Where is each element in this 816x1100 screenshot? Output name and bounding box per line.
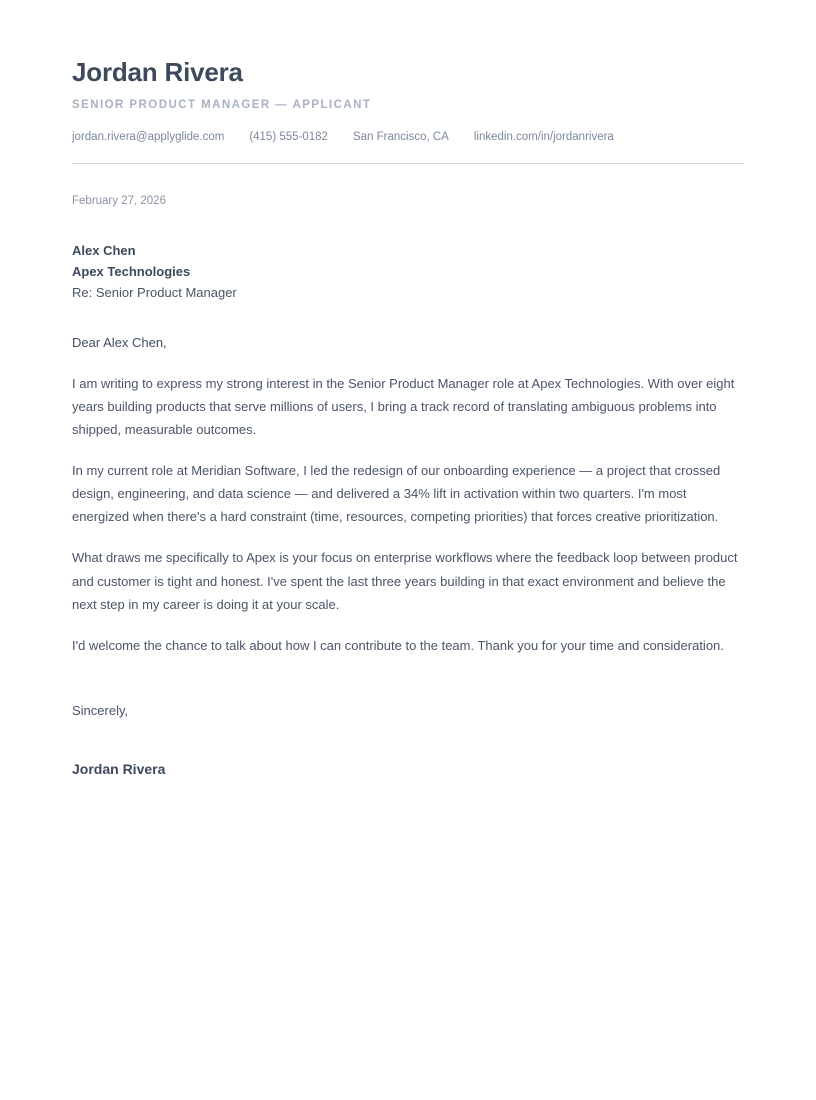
- recipient-block: [72, 240, 744, 304]
- body-paragraph: I am writing to express my strong interest in the Senior Product Manager role at Apex Technologies. With over eight years building products that serve millions of users, I bring a track record of translating ambiguous problems into shipped, measurable outcomes.: [72, 375, 735, 437]
- recipient-company: Apex Technologies: [72, 264, 191, 279]
- body-paragraph: In my current role at Meridian Software, I led the redesign of our onboarding experience — a project that crossed design, engineering, and data science — and delivered a 34% lift in activation within two quarters. I'm most energized when there's a hard constraint (time, resources, competing priorities) that forces creative prioritization.: [72, 463, 721, 525]
- letter-date: February 27, 2026: [72, 194, 166, 207]
- header-divider: [72, 163, 744, 164]
- body-paragraph: I'd welcome the chance to talk about how I can contribute to the team. Thank you for your time and consideration.: [72, 637, 724, 653]
- applicant-name: Jordan Rivera: [72, 57, 243, 87]
- signature-name: Jordan Rivera: [72, 760, 166, 777]
- letter-body: [72, 372, 744, 657]
- letterhead: [72, 0, 744, 164]
- closing-block: [72, 701, 744, 779]
- salutation: Dear Alex Chen,: [72, 334, 167, 350]
- body-paragraph: What draws me specifically to Apex is your focus on enterprise workflows where the feedback loop between product and customer is tight and honest. I've spent the last three years building in that exact environment and believe the next step in my career is doing it at your scale.: [72, 550, 738, 612]
- applicant-role-line: SENIOR PRODUCT MANAGER — APPLICANT: [72, 98, 372, 111]
- contact-email[interactable]: jordan.rivera@applyglide.com: [72, 130, 225, 143]
- letter-subject: Re: Senior Product Manager: [72, 285, 237, 301]
- closing-salutation: Sincerely,: [72, 702, 129, 718]
- contact-row: [72, 130, 744, 145]
- contact-linkedin[interactable]: linkedin.com/in/jordanrivera: [473, 130, 614, 143]
- contact-phone[interactable]: (415) 555-0182: [249, 130, 328, 143]
- contact-location: San Francisco, CA: [352, 130, 449, 143]
- recipient-name: Alex Chen: [72, 242, 136, 258]
